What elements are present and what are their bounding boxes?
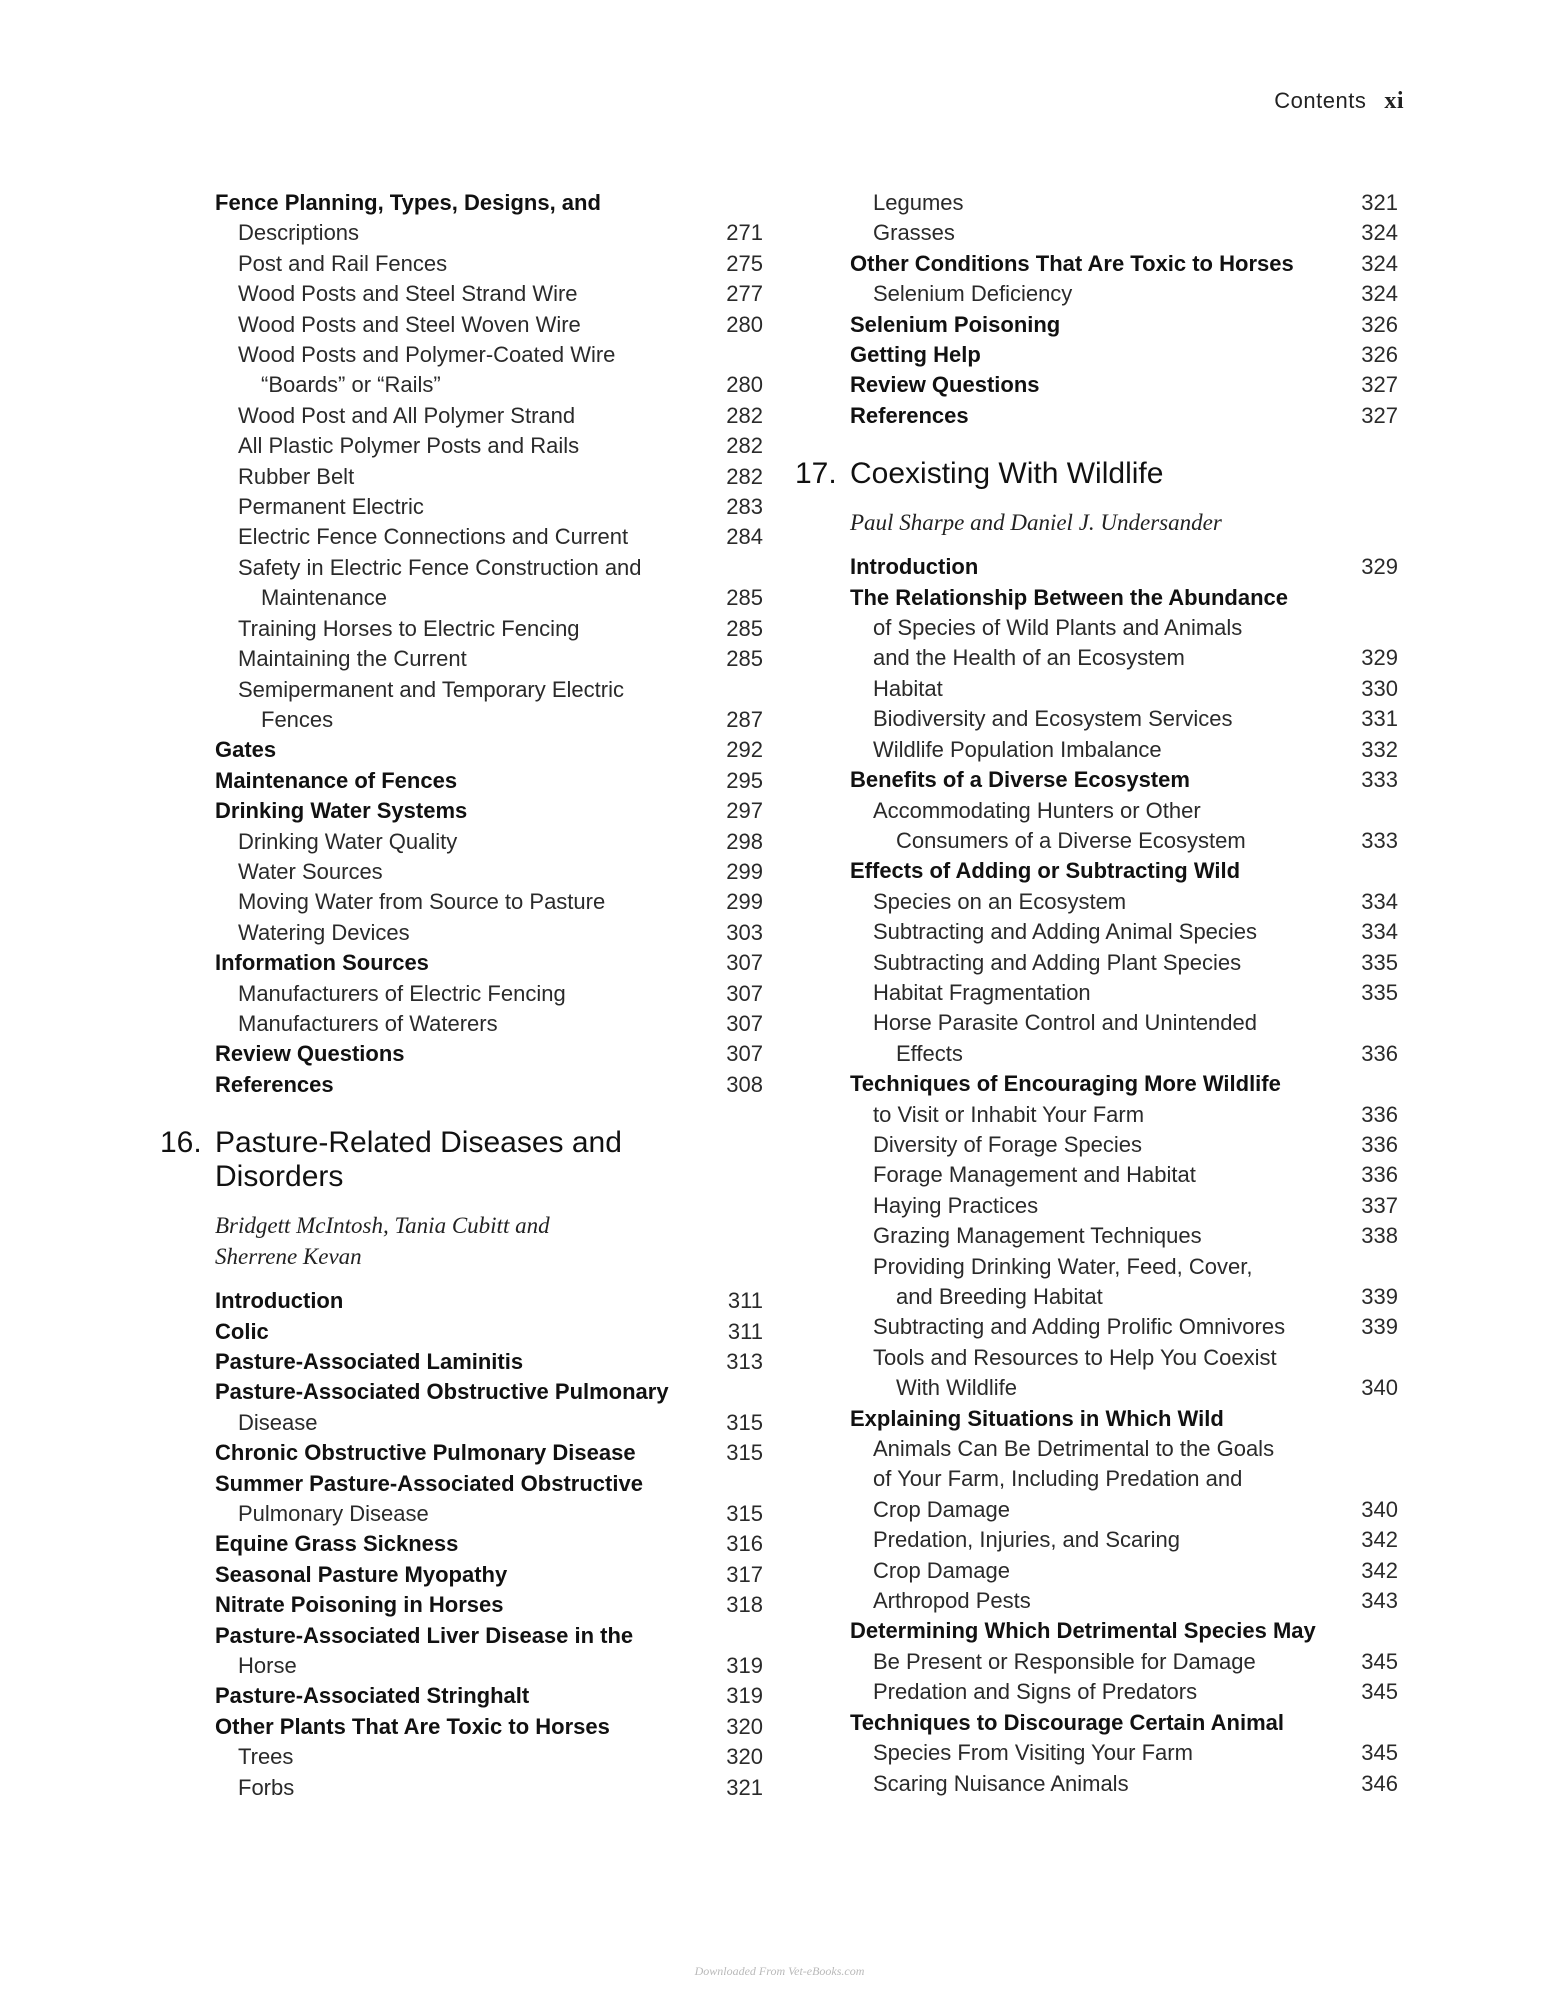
toc-page-number: 282 bbox=[726, 463, 763, 489]
toc-entry-line bbox=[850, 552, 1398, 582]
toc-page-number: 324 bbox=[1361, 220, 1398, 246]
toc-entry-title: Accommodating Hunters or Other bbox=[873, 797, 1201, 823]
toc-entry-title: Maintenance bbox=[261, 585, 387, 611]
toc-entry-title: Subtracting and Adding Plant Species bbox=[873, 949, 1242, 975]
toc-entry-line bbox=[850, 948, 1398, 978]
toc-page-number: 326 bbox=[1361, 311, 1398, 337]
toc-entry-line bbox=[215, 462, 763, 492]
toc-entry-title: Effects bbox=[896, 1040, 963, 1066]
toc-page-number: 299 bbox=[726, 889, 763, 915]
toc-entry-title: Consumers of a Diverse Ecosystem bbox=[896, 827, 1246, 853]
toc-page-number: 280 bbox=[726, 311, 763, 337]
text-line: Sherrene Kevan bbox=[215, 1244, 362, 1270]
toc-entry-title: Selenium Deficiency bbox=[873, 281, 1073, 307]
toc-page-number: 340 bbox=[1361, 1496, 1398, 1522]
toc-page-number: 329 bbox=[1361, 554, 1398, 580]
toc-entry-line bbox=[850, 1525, 1398, 1555]
toc-entry-line bbox=[215, 1560, 763, 1590]
toc-page-number: 329 bbox=[1361, 645, 1398, 671]
toc-entry-title: Maintenance of Fences bbox=[215, 767, 458, 793]
toc-entry-title: Be Present or Responsible for Damage bbox=[873, 1648, 1256, 1674]
toc-entry-line bbox=[850, 1708, 1398, 1738]
toc-page-number: 307 bbox=[726, 950, 763, 976]
toc-entry-line bbox=[850, 1221, 1398, 1251]
toc-entry-title: All Plastic Polymer Posts and Rails bbox=[238, 433, 580, 459]
toc-entry-title: Watering Devices bbox=[238, 919, 410, 945]
toc-entry-title: Trees bbox=[238, 1744, 294, 1770]
toc-entry-title: Pasture-Associated Stringhalt bbox=[215, 1683, 530, 1709]
chapter-number: 17. bbox=[795, 457, 837, 491]
toc-page-number: 321 bbox=[1361, 190, 1398, 215]
toc-entry-line bbox=[850, 249, 1398, 279]
toc-entry-line bbox=[850, 1434, 1398, 1464]
toc-page-number: 315 bbox=[726, 1440, 763, 1466]
toc-entry-title: Fences bbox=[261, 706, 334, 732]
toc-entry-line bbox=[850, 370, 1398, 400]
toc-entry-line bbox=[215, 735, 763, 765]
toc-entry-title: Grazing Management Techniques bbox=[873, 1223, 1202, 1249]
toc-page-number: 327 bbox=[1361, 372, 1398, 398]
toc-entry-line bbox=[215, 675, 763, 705]
toc-entry-title: The Relationship Between the Abundance bbox=[850, 584, 1289, 610]
toc-entry-title: Determining Which Detrimental Species May bbox=[850, 1618, 1316, 1644]
toc-entry-title: Diversity of Forage Species bbox=[873, 1131, 1142, 1157]
toc-entry-line bbox=[215, 857, 763, 887]
toc-entry-title: Disease bbox=[238, 1409, 318, 1435]
toc-entry-line bbox=[850, 1373, 1398, 1403]
toc-entry-line bbox=[215, 644, 763, 674]
toc-page-number: 339 bbox=[1361, 1284, 1398, 1309]
toc-entry-title: “Boards” or “Rails” bbox=[261, 372, 441, 398]
toc-entry-line bbox=[850, 978, 1398, 1008]
toc-entry-title: Pasture-Associated Obstructive Pulmonary bbox=[215, 1379, 669, 1405]
toc-entry-title: Wood Post and All Polymer Strand bbox=[238, 402, 576, 428]
toc-entry-title: Scaring Nuisance Animals bbox=[873, 1770, 1129, 1796]
toc-entry-line bbox=[850, 583, 1398, 613]
toc-entry-title: Gates bbox=[215, 737, 277, 763]
toc-entry-line bbox=[850, 1495, 1398, 1525]
toc-page-number: 335 bbox=[1361, 979, 1398, 1005]
toc-page-number: 334 bbox=[1361, 888, 1398, 914]
toc-page-number: 297 bbox=[726, 798, 763, 824]
toc-entry-line bbox=[850, 310, 1398, 340]
toc-page-number: 298 bbox=[726, 828, 763, 854]
toc-entry-title: Subtracting and Adding Prolific Omnivores bbox=[873, 1314, 1286, 1340]
toc-entry-line bbox=[215, 340, 763, 370]
toc-entry-line bbox=[850, 1404, 1398, 1434]
toc-entry-title: and the Health of an Ecosystem bbox=[873, 645, 1185, 671]
toc-page-number: 338 bbox=[1361, 1223, 1398, 1249]
toc-entry-title: Drinking Water Quality bbox=[238, 828, 458, 854]
toc-entry-line bbox=[215, 1408, 763, 1438]
toc-entry-title: Crop Damage bbox=[873, 1496, 1010, 1522]
toc-entry-line bbox=[215, 249, 763, 279]
toc-entry-title: Animals Can Be Detrimental to the Goals bbox=[873, 1436, 1275, 1462]
toc-entry-title: Moving Water from Source to Pasture bbox=[238, 889, 606, 915]
toc-page-number: 335 bbox=[1361, 949, 1398, 975]
chapter-title bbox=[850, 457, 1398, 491]
toc-entry-line bbox=[215, 1773, 763, 1803]
chapter-heading bbox=[160, 1126, 763, 1194]
text-line: Paul Sharpe and Daniel J. Undersander bbox=[850, 510, 1222, 536]
toc-entry-title: Horse bbox=[238, 1653, 297, 1679]
toc-page-number: 284 bbox=[726, 524, 763, 550]
toc-entry-title: Techniques of Encouraging More Wildlife bbox=[850, 1071, 1281, 1097]
toc-entry-title: Introduction bbox=[850, 554, 979, 580]
toc-entry-title: Summer Pasture-Associated Obstructive bbox=[215, 1470, 643, 1496]
toc-page-number: 311 bbox=[727, 1288, 763, 1314]
toc-entry-title: With Wildlife bbox=[896, 1375, 1018, 1401]
toc-entries-continued bbox=[850, 188, 1398, 431]
toc-entry-line bbox=[850, 1464, 1398, 1494]
toc-entry-title: Introduction bbox=[215, 1288, 344, 1314]
toc-entry-line bbox=[850, 401, 1398, 431]
toc-entry-title: Arthropod Pests bbox=[873, 1588, 1031, 1614]
toc-entry-line bbox=[215, 1529, 763, 1559]
chapter-title bbox=[215, 1126, 763, 1194]
toc-entry-title: Colic bbox=[215, 1318, 269, 1344]
toc-entry-line bbox=[215, 887, 763, 917]
toc-entry-title: Benefits of a Diverse Ecosystem bbox=[850, 767, 1190, 793]
toc-entry-line bbox=[850, 279, 1398, 309]
toc-page-number: 336 bbox=[1361, 1040, 1398, 1066]
chapter-number: 16. bbox=[160, 1126, 202, 1160]
chapter-entries bbox=[215, 1286, 763, 1803]
toc-entry-title: Pulmonary Disease bbox=[238, 1501, 429, 1527]
toc-entry-line bbox=[215, 401, 763, 431]
toc-entry-title: Wood Posts and Polymer-Coated Wire bbox=[238, 342, 616, 368]
toc-page-number: 332 bbox=[1361, 736, 1398, 762]
toc-page-number: 336 bbox=[1361, 1162, 1398, 1188]
toc-page-number: 282 bbox=[726, 402, 763, 428]
download-watermark: Downloaded From Vet-eBooks.com bbox=[694, 1964, 865, 1978]
toc-page-number: 342 bbox=[1361, 1557, 1398, 1583]
toc-page-number: 333 bbox=[1361, 767, 1398, 793]
toc-entry-line bbox=[850, 674, 1398, 704]
toc-page-number: 320 bbox=[726, 1744, 763, 1770]
toc-entry-line bbox=[215, 279, 763, 309]
toc-page-number: 339 bbox=[1361, 1314, 1398, 1340]
toc-entry-title: Wood Posts and Steel Woven Wire bbox=[238, 311, 581, 337]
toc-entry-line bbox=[215, 918, 763, 948]
toc-entry-line bbox=[850, 218, 1398, 248]
toc-entry-title: Post and Rail Fences bbox=[238, 250, 448, 276]
toc-page-number: 319 bbox=[726, 1683, 763, 1709]
toc-entry-line bbox=[215, 1742, 763, 1772]
toc-page-number: 343 bbox=[1361, 1588, 1398, 1614]
toc-entry-title: References bbox=[850, 402, 969, 428]
toc-entry-line bbox=[215, 1590, 763, 1620]
toc-entry-title: Other Plants That Are Toxic to Horses bbox=[215, 1713, 610, 1739]
toc-page-number: 292 bbox=[726, 737, 763, 763]
toc-entry-title: Getting Help bbox=[850, 342, 981, 368]
toc-entry-line bbox=[850, 1677, 1398, 1707]
text-line: Disorders bbox=[215, 1160, 344, 1194]
toc-entry-line bbox=[850, 1100, 1398, 1130]
toc-entry-title: Manufacturers of Waterers bbox=[238, 1010, 498, 1036]
toc-entry-title: Training Horses to Electric Fencing bbox=[238, 615, 580, 641]
toc-page-number: 319 bbox=[726, 1653, 763, 1679]
toc-entry-title: Descriptions bbox=[238, 220, 360, 246]
toc-entry-line bbox=[215, 522, 763, 552]
text-line: Coexisting With Wildlife bbox=[850, 457, 1164, 491]
toc-entry-title: Wood Posts and Steel Strand Wire bbox=[238, 281, 578, 307]
toc-page-number: 326 bbox=[1361, 342, 1398, 368]
toc-entry-title: of Species of Wild Plants and Animals bbox=[873, 615, 1243, 641]
toc-entry-line bbox=[850, 340, 1398, 370]
toc-entry-title: Review Questions bbox=[850, 372, 1040, 398]
toc-entry-title: Grasses bbox=[873, 220, 955, 246]
toc-entry-title: Fence Planning, Types, Designs, and bbox=[215, 190, 601, 215]
toc-entry-title: Haying Practices bbox=[873, 1192, 1039, 1218]
toc-entry-line bbox=[215, 614, 763, 644]
toc-entry-line bbox=[850, 1191, 1398, 1221]
toc-entry-line bbox=[215, 979, 763, 1009]
toc-page-number: 280 bbox=[726, 372, 763, 398]
toc-entry-title: Seasonal Pasture Myopathy bbox=[215, 1561, 508, 1587]
toc-page-number: 287 bbox=[726, 706, 763, 732]
toc-entry-line bbox=[850, 1647, 1398, 1677]
toc-entry-line bbox=[850, 887, 1398, 917]
toc-page-number: 316 bbox=[726, 1531, 763, 1557]
toc-page-number: 285 bbox=[726, 615, 763, 641]
toc-entry-line bbox=[215, 1286, 763, 1316]
toc-entry-line bbox=[850, 1130, 1398, 1160]
toc-left-column bbox=[160, 188, 763, 1803]
chapter-authors bbox=[850, 507, 1398, 538]
toc-entry-title: and Breeding Habitat bbox=[896, 1284, 1103, 1309]
toc-page-number: 307 bbox=[726, 1010, 763, 1036]
toc-page-number: 318 bbox=[726, 1592, 763, 1618]
toc-entry-title: Nitrate Poisoning in Horses bbox=[215, 1592, 504, 1618]
toc-entries-continued bbox=[215, 188, 763, 1100]
chapter-heading bbox=[795, 457, 1398, 491]
toc-entry-line bbox=[215, 1438, 763, 1468]
toc-page-number: 282 bbox=[726, 433, 763, 459]
toc-entry-line bbox=[215, 431, 763, 461]
toc-entry-title: Chronic Obstructive Pulmonary Disease bbox=[215, 1440, 636, 1466]
toc-entry-line bbox=[850, 188, 1398, 218]
toc-entry-line bbox=[850, 1069, 1398, 1099]
toc-entry-title: Crop Damage bbox=[873, 1557, 1010, 1583]
toc-page-number: 342 bbox=[1361, 1527, 1398, 1553]
toc-entry-line bbox=[215, 583, 763, 613]
toc-page-number: 327 bbox=[1361, 402, 1398, 428]
toc-page-number: 295 bbox=[726, 767, 763, 793]
toc-entry-title: Review Questions bbox=[215, 1041, 405, 1067]
toc-page-number: 345 bbox=[1361, 1740, 1398, 1766]
text-line: Bridgett McIntosh, Tania Cubitt and bbox=[215, 1213, 550, 1239]
toc-entry-line bbox=[850, 796, 1398, 826]
toc-entry-line bbox=[215, 1377, 763, 1407]
toc-entry-line bbox=[215, 948, 763, 978]
toc-entry-title: Manufacturers of Electric Fencing bbox=[238, 980, 566, 1006]
toc-entry-title: to Visit or Inhabit Your Farm bbox=[873, 1101, 1145, 1127]
toc-entry-title: Electric Fence Connections and Current bbox=[238, 524, 629, 550]
toc-entry-title: Legumes bbox=[873, 190, 964, 215]
toc-entry-line bbox=[850, 1282, 1398, 1312]
toc-page-number: 303 bbox=[726, 919, 763, 945]
toc-entry-title: Explaining Situations in Which Wild bbox=[850, 1405, 1224, 1431]
toc-entry-line bbox=[215, 827, 763, 857]
toc-page-number: 346 bbox=[1361, 1770, 1398, 1796]
toc-entry-line bbox=[215, 705, 763, 735]
toc-entry-line bbox=[850, 765, 1398, 795]
toc-entry-title: Providing Drinking Water, Feed, Cover, bbox=[873, 1253, 1253, 1279]
toc-entry-line bbox=[215, 1469, 763, 1499]
toc-entry-line bbox=[850, 1586, 1398, 1616]
toc-entry-line bbox=[850, 643, 1398, 673]
toc-entry-title: Predation and Signs of Predators bbox=[873, 1679, 1198, 1705]
toc-page-number: 345 bbox=[1361, 1648, 1398, 1674]
toc-page-number: 345 bbox=[1361, 1679, 1398, 1705]
toc-entry-title: Selenium Poisoning bbox=[850, 311, 1061, 337]
toc-entry-title: of Your Farm, Including Predation and bbox=[873, 1466, 1243, 1492]
toc-entry-line bbox=[850, 1616, 1398, 1646]
toc-entry-line bbox=[215, 1712, 763, 1742]
toc-entry-line bbox=[215, 1651, 763, 1681]
toc-entry-line bbox=[850, 856, 1398, 886]
toc-page-number: 331 bbox=[1361, 706, 1398, 732]
toc-entry-line bbox=[215, 218, 763, 248]
header-page-number: xi bbox=[1384, 88, 1404, 114]
toc-page-number: 285 bbox=[726, 585, 763, 611]
toc-entry-title: Information Sources bbox=[215, 950, 429, 976]
toc-entry-line bbox=[215, 188, 763, 218]
toc-page-number: 336 bbox=[1361, 1131, 1398, 1157]
toc-entry-title: Horse Parasite Control and Unintended bbox=[873, 1010, 1258, 1036]
toc-entry-title: Forage Management and Habitat bbox=[873, 1162, 1196, 1188]
toc-entry-title: Wildlife Population Imbalance bbox=[873, 736, 1162, 762]
toc-entry-line bbox=[850, 1312, 1398, 1342]
toc-page-number: 283 bbox=[726, 494, 763, 520]
toc-entry-line bbox=[850, 735, 1398, 765]
toc-entry-title: Pasture-Associated Laminitis bbox=[215, 1349, 524, 1374]
toc-entry-title: Biodiversity and Ecosystem Services bbox=[873, 706, 1233, 732]
toc-entry-line bbox=[215, 1499, 763, 1529]
chapter-entries bbox=[850, 552, 1398, 1799]
toc-page-number: 315 bbox=[726, 1409, 763, 1435]
running-header bbox=[1274, 88, 1404, 115]
toc-entry-title: Habitat Fragmentation bbox=[873, 979, 1091, 1005]
toc-page-number: 308 bbox=[726, 1071, 763, 1097]
toc-entry-line bbox=[850, 1556, 1398, 1586]
toc-entry-line bbox=[850, 613, 1398, 643]
toc-page-number: 307 bbox=[726, 1041, 763, 1067]
chapter-authors bbox=[215, 1210, 763, 1272]
toc-page-number: 324 bbox=[1361, 250, 1398, 276]
toc-page-number: 333 bbox=[1361, 827, 1398, 853]
toc-entry-line bbox=[215, 492, 763, 522]
toc-entry-title: Maintaining the Current bbox=[238, 646, 467, 672]
toc-entry-line bbox=[215, 370, 763, 400]
toc-page-number: 275 bbox=[726, 250, 763, 276]
toc-entry-title: References bbox=[215, 1071, 334, 1097]
toc-right-column bbox=[795, 188, 1398, 1799]
toc-entry-line bbox=[850, 704, 1398, 734]
toc-entry-line bbox=[850, 917, 1398, 947]
toc-entry-title: Rubber Belt bbox=[238, 463, 355, 489]
toc-entry-title: Habitat bbox=[873, 675, 943, 701]
toc-entry-line bbox=[215, 1681, 763, 1711]
toc-page-number: 307 bbox=[726, 980, 763, 1006]
toc-entry-line bbox=[215, 1039, 763, 1069]
toc-entry-line bbox=[215, 766, 763, 796]
toc-page-number: 340 bbox=[1361, 1375, 1398, 1401]
toc-entry-line bbox=[850, 1008, 1398, 1038]
toc-page-number: 330 bbox=[1361, 675, 1398, 701]
toc-entry-title: Predation, Injuries, and Scaring bbox=[873, 1527, 1180, 1553]
toc-entry-line bbox=[215, 1347, 763, 1377]
toc-page-number: 313 bbox=[726, 1349, 763, 1374]
toc-page-number: 311 bbox=[727, 1318, 763, 1344]
toc-entry-line bbox=[850, 1769, 1398, 1799]
toc-entry-title: Semipermanent and Temporary Electric bbox=[238, 676, 624, 702]
toc-entry-line bbox=[215, 310, 763, 340]
toc-entry-line bbox=[850, 1343, 1398, 1373]
toc-entry-title: Permanent Electric bbox=[238, 494, 424, 520]
toc-entry-title: Safety in Electric Fence Construction and bbox=[238, 554, 642, 580]
toc-entry-title: Pasture-Associated Liver Disease in the bbox=[215, 1622, 634, 1648]
toc-page-number: 336 bbox=[1361, 1101, 1398, 1127]
toc-entry-line bbox=[215, 1317, 763, 1347]
toc-entry-title: Subtracting and Adding Animal Species bbox=[873, 919, 1258, 945]
toc-entry-line bbox=[215, 1621, 763, 1651]
toc-entry-line bbox=[215, 1070, 763, 1100]
toc-entry-line bbox=[850, 1738, 1398, 1768]
toc-entry-title: Tools and Resources to Help You Coexist bbox=[873, 1344, 1277, 1370]
header-section-title: Contents bbox=[1274, 88, 1367, 113]
toc-page-number: 334 bbox=[1361, 919, 1398, 945]
text-line: Pasture-Related Diseases and bbox=[215, 1126, 622, 1160]
toc-entry-line bbox=[850, 826, 1398, 856]
toc-entry-title: Equine Grass Sickness bbox=[215, 1531, 459, 1557]
toc-page-number: 277 bbox=[726, 281, 763, 307]
toc-entry-line bbox=[850, 1039, 1398, 1069]
toc-entry-line bbox=[850, 1252, 1398, 1282]
toc-page-number: 285 bbox=[726, 646, 763, 672]
toc-entry-title: Effects of Adding or Subtracting Wild bbox=[850, 858, 1241, 884]
toc-page-number: 337 bbox=[1361, 1192, 1398, 1218]
toc-page-number: 299 bbox=[726, 858, 763, 884]
toc-entry-line bbox=[850, 1160, 1398, 1190]
toc-entry-title: Water Sources bbox=[238, 858, 383, 884]
toc-entry-title: Drinking Water Systems bbox=[215, 798, 468, 824]
toc-entry-line bbox=[215, 1009, 763, 1039]
toc-page-number: 271 bbox=[726, 220, 763, 246]
toc-entry-title: Species on an Ecosystem bbox=[873, 888, 1127, 914]
toc-entry-line bbox=[215, 796, 763, 826]
toc-page-number: 315 bbox=[726, 1501, 763, 1527]
toc-page-number: 320 bbox=[726, 1713, 763, 1739]
toc-page-number: 321 bbox=[726, 1774, 763, 1800]
toc-entry-line bbox=[215, 553, 763, 583]
toc-entry-title: Forbs bbox=[238, 1774, 295, 1800]
toc-page-number: 317 bbox=[726, 1561, 763, 1587]
toc-entry-title: Techniques to Discourage Certain Animal bbox=[850, 1709, 1284, 1735]
toc-page-number: 324 bbox=[1361, 281, 1398, 307]
toc-entry-title: Species From Visiting Your Farm bbox=[873, 1740, 1193, 1766]
toc-entry-title: Other Conditions That Are Toxic to Horses bbox=[850, 250, 1294, 276]
